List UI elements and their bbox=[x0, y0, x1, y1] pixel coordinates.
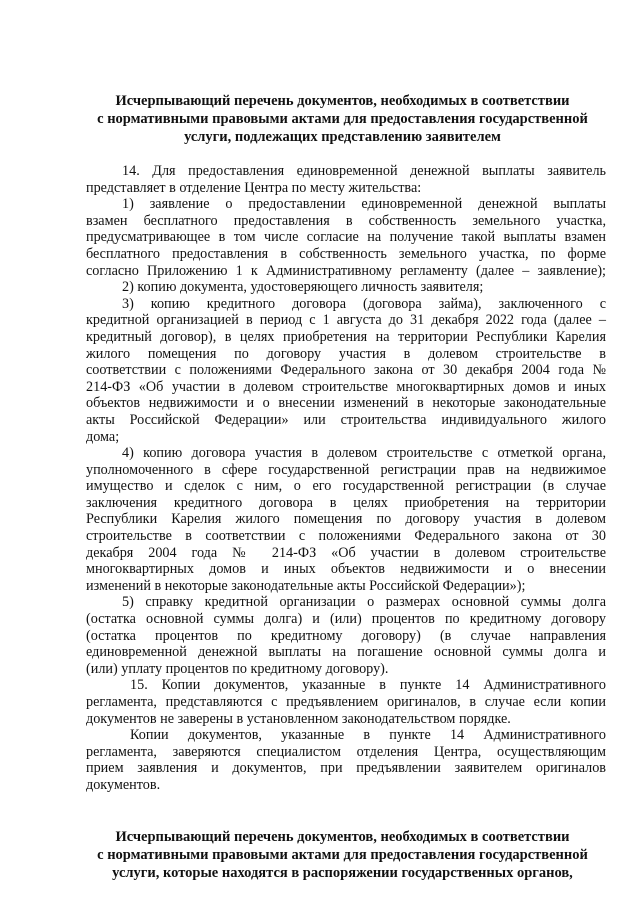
text-line: 1) заявление о предоставлении единовременной денежной выплаты bbox=[122, 196, 606, 213]
text-line: предусматривающее в том числе согласие на получение такой выплаты взамен bbox=[86, 229, 606, 246]
text-line: декабря 2004 года № 214-ФЗ «Об участии в долевом строительстве bbox=[86, 544, 606, 561]
heading-line: с нормативными правовыми актами для предоставления государственной bbox=[97, 111, 588, 127]
text-line: согласно Приложению 1 к Административному регламенту (далее – заявление); bbox=[86, 262, 606, 279]
heading-line: услуги, которые находятся в распоряжении государственных органов, bbox=[112, 865, 573, 881]
text-line: уполномоченного в сфере государственной регистрации прав на недвижимое bbox=[86, 461, 606, 478]
text-line: многоквартирных домов и иных объектов недвижимости и о внесении bbox=[86, 561, 606, 578]
text-line: изменений в некоторые законодательные акты Российской Федерации»); bbox=[86, 577, 526, 594]
text-line: 15. Копии документов, указанные в пункте 14 Административного bbox=[130, 677, 606, 694]
text-line: акты Российской Федерации» или строительства индивидуального жилого bbox=[86, 411, 606, 428]
text-line: (или) уплату процентов по кредитному договору). bbox=[86, 660, 389, 677]
text-line: Республики Карелия жилого помещения по договору участия в долевом bbox=[86, 511, 606, 528]
heading-line: услуги, подлежащих представлению заявителем bbox=[184, 129, 501, 145]
text-line: Копии документов, указанные в пункте 14 Административного bbox=[130, 727, 606, 744]
text-line: документов не заверены в установленном законодательством порядке. bbox=[86, 710, 511, 727]
heading-line: Исчерпывающий перечень документов, необходимых в соответствии bbox=[115, 93, 570, 109]
text-line: 3) копию кредитного договора (договора займа), заключенного с bbox=[122, 295, 606, 312]
text-line: строительстве в соответствии с положениями Федерального закона от 30 bbox=[86, 528, 606, 545]
text-line: бесплатного предоставления в собственность земельного участка, по форме bbox=[86, 245, 606, 262]
text-line: имущество и сделок с ним, о его государственной регистрации (в случае bbox=[86, 478, 606, 495]
text-line: соответствии с положениями Федерального закона от 30 декабря 2004 года № bbox=[86, 362, 606, 379]
text-line: заключения кредитного договора в целях приобретения на территории bbox=[86, 494, 606, 511]
text-line: 2) копию документа, удостоверяющего личность заявителя; bbox=[122, 279, 484, 296]
text-line: единовременной денежной выплаты на погашение основной суммы долга и bbox=[86, 644, 606, 661]
text-line: регламента, представляются с предъявлением оригиналов, в случае если копии bbox=[86, 694, 606, 710]
text-line: документов. bbox=[86, 776, 161, 793]
text-line: (остатка основной суммы долга) и (или) процентов по кредитному договору bbox=[86, 611, 606, 628]
text-line: 14. Для предоставления единовременной денежной выплаты заявитель bbox=[122, 163, 606, 179]
text-line: кредитной организацией в период с 1 августа до 31 декабря 2022 года (далее – bbox=[86, 312, 606, 329]
text-line: дома; bbox=[86, 428, 120, 445]
text-line: 214-ФЗ «Об участии в долевом строительстве многоквартирных домов и иных bbox=[86, 378, 606, 395]
heading-line: с нормативными правовыми актами для предоставления государственной bbox=[97, 847, 588, 863]
section-heading-documents-in-state-bodies bbox=[70, 828, 615, 882]
text-line: 4) копию договора участия в долевом строительстве с отметкой органа, bbox=[122, 445, 606, 462]
text-line: представляет в отделение Центра по месту жительства: bbox=[86, 179, 422, 196]
text-line: регламента, заверяются специалистом отделения Центра, осуществляющим bbox=[86, 743, 606, 760]
text-line: 5) справку кредитной организации о размерах основной суммы долга bbox=[122, 594, 606, 611]
text-line: объектов недвижимости и о внесении изменений в некоторые законодательные bbox=[86, 395, 606, 412]
text-line: взамен бесплатного предоставления в собственность земельного участка, bbox=[86, 212, 606, 229]
text-line: жилого помещения по договору участия в долевом строительстве в bbox=[86, 345, 606, 362]
text-line: (остатка процентов по кредитному договору) (в случае направления bbox=[86, 627, 606, 644]
document-body bbox=[86, 163, 606, 794]
text-line: прием заявления и документов, при предъявлении заявителем оригиналов bbox=[86, 760, 606, 777]
section-heading-documents-from-applicant bbox=[70, 92, 615, 146]
text-line: кредитный договор), в целях приобретения на территории Республики Карелия bbox=[86, 328, 606, 345]
heading-line: Исчерпывающий перечень документов, необходимых в соответствии bbox=[115, 829, 570, 845]
